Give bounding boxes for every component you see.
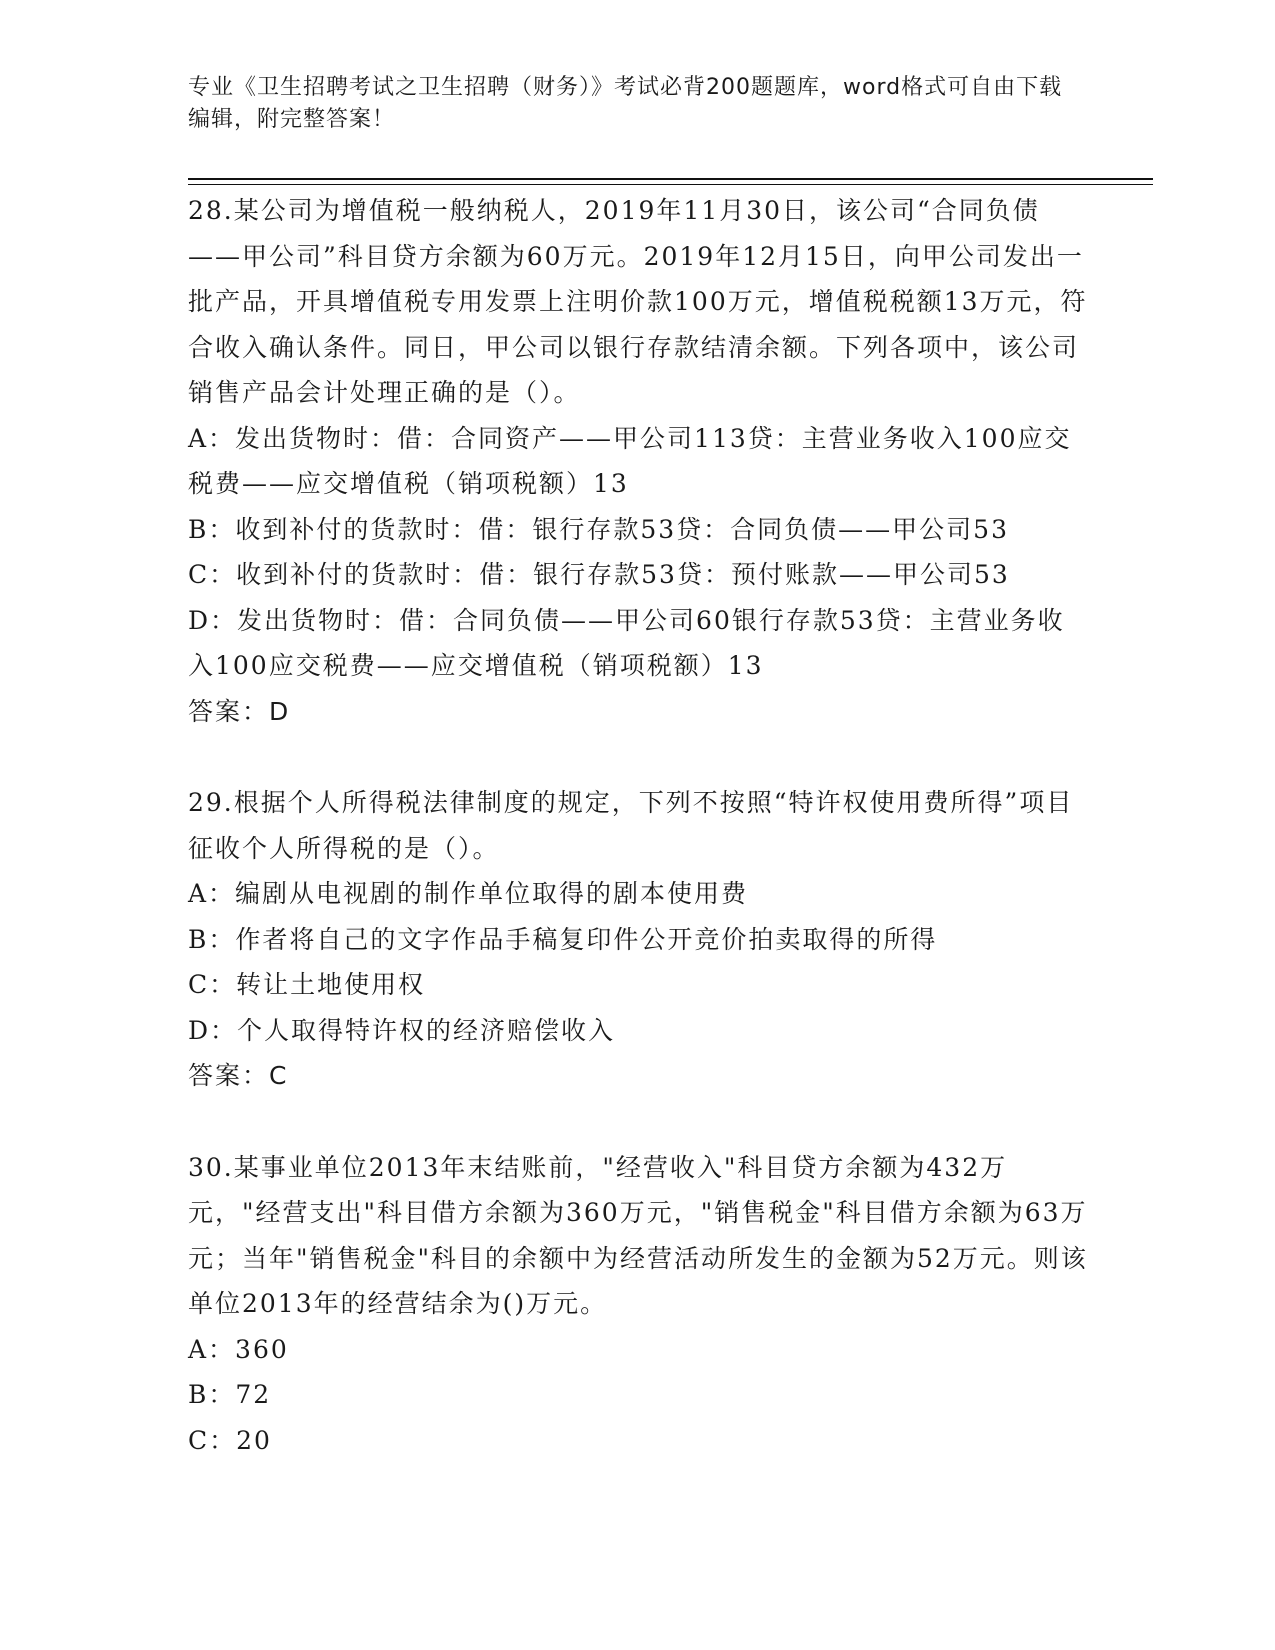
- option-d: D：发出货物时：借：合同负债——甲公司60银行存款53贷：主营业务收入100应交税费——应交增值税（销项税额）13: [188, 605, 1065, 680]
- option-d: D：个人取得特许权的经济赔偿收入: [188, 1015, 616, 1045]
- question-list: [188, 188, 1088, 1509]
- question-28: [188, 188, 1088, 734]
- question-30: [188, 1145, 1088, 1464]
- option-b: B：作者将自己的文字作品手稿复印件公开竞价拍卖取得的所得: [188, 924, 938, 954]
- answer-label: 答案：C: [188, 1061, 289, 1090]
- question-stem: 30.某事业单位2013年末结账前，"经营收入"科目贷方余额为432万元，"经营支出"科目借方余额为360万元，"销售税金"科目借方余额为63万元；当年"销售税金"科目的余额中为经营活动所发生的金额为52万元。则该单位2013年的经营结余为()万元。: [188, 1152, 1088, 1318]
- document-header-title: 专业《卫生招聘考试之卫生招聘（财务）》考试必背200题题库，word格式可自由下载编辑，附完整答案！: [188, 75, 1063, 132]
- answer-label: 答案：D: [188, 696, 291, 726]
- header-divider-thin: [188, 184, 1153, 185]
- option-a: A：360: [188, 1334, 289, 1364]
- option-c: C：转让土地使用权: [188, 970, 426, 999]
- option-a: A：发出货物时：借：合同资产——甲公司113贷：主营业务收入100应交税费——应交增值税（销项税额）13: [188, 423, 1072, 498]
- option-c: C：收到补付的货款时：借：银行存款53贷：预付账款——甲公司53: [188, 560, 1010, 589]
- header-divider-thick: [188, 178, 1153, 180]
- option-b: B：72: [188, 1380, 272, 1409]
- option-b: B：收到补付的货款时：借：银行存款53贷：合同负债——甲公司53: [188, 514, 1009, 544]
- question-29: [188, 780, 1088, 1099]
- question-stem: 29.根据个人所得税法律制度的规定，下列不按照“特许权使用费所得”项目征收个人所得税的是（）。: [188, 788, 1074, 863]
- option-a: A：编剧从电视剧的制作单位取得的剧本使用费: [188, 879, 749, 908]
- option-c: C：20: [188, 1425, 272, 1455]
- question-stem: 28.某公司为增值税一般纳税人，2019年11月30日，该公司“合同负债——甲公司”科目贷方余额为60万元。2019年12月15日，向甲公司发出一批产品，开具增值税专用发票上注明价款100万元，增值税税额13万元，符合收入确认条件。同日，甲公司以银行存款结清余额。下列各项中，该公司销售产品会计处理正确的是（）。: [188, 196, 1088, 407]
